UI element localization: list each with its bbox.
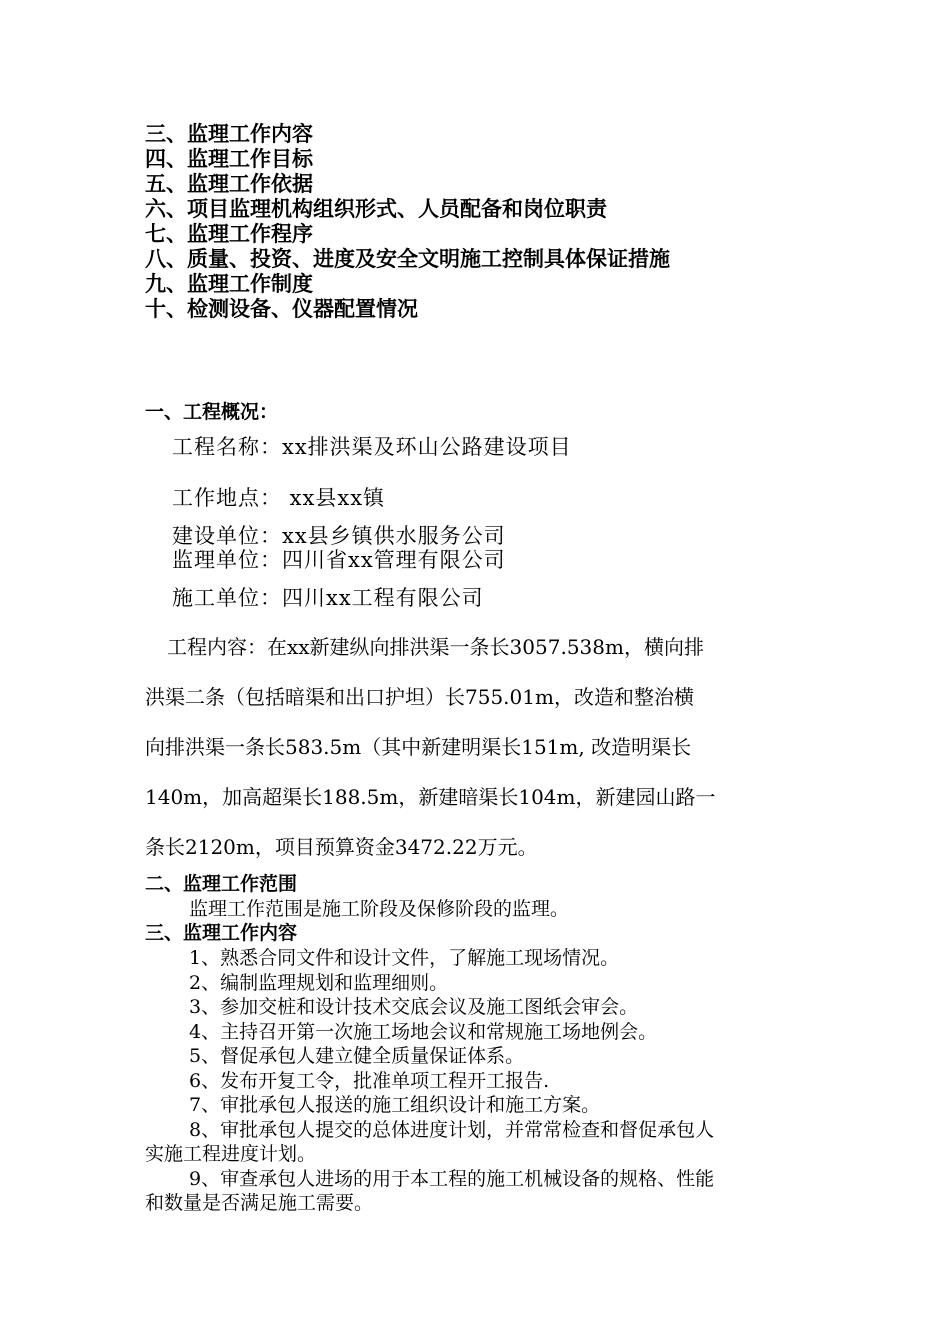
list-item-continuation: 和数量是否满足施工需要。 xyxy=(145,1192,374,1214)
toc-item: 九、监理工作制度 xyxy=(145,272,313,296)
section2-body xyxy=(145,897,810,922)
paragraph-line: 洪渠二条（包括暗渠和出口护坦）长755.01m，改造和整治横 xyxy=(145,685,694,709)
toc-item: 六、项目监理机构组织形式、人员配备和岗位职责 xyxy=(145,197,607,221)
list-item: 5、督促承包人建立健全质量保证体系。 xyxy=(189,1045,525,1067)
list-item: 9、审查承包人进场的用于本工程的施工机械设备的规格、性能 xyxy=(189,1167,715,1190)
list-item: 2、编制监理规划和监理细则。 xyxy=(189,971,449,994)
toc-item: 七、监理工作程序 xyxy=(145,222,313,246)
list-item: 1、熟悉合同文件和设计文件，了解施工现场情况。 xyxy=(189,947,620,969)
list-item: 6、发布开复工令，批准单项工程开工报告. xyxy=(189,1069,550,1092)
scope-text: 监理工作范围是施工阶段及保修阶段的监理。 xyxy=(189,898,570,920)
supervisor-unit: 监理单位：四川省xx管理有限公司 xyxy=(172,548,506,572)
toc-item: 三、监理工作内容 xyxy=(145,122,313,146)
list-item: 4、主持召开第一次施工场地会议和常规施工场地例会。 xyxy=(189,1020,658,1043)
contractor-unit: 施工单位：四川xx工程有限公司 xyxy=(172,586,484,610)
paragraph-line: 工程内容：在xx新建纵向排洪渠一条长3057.538m，横向排 xyxy=(167,635,704,659)
section2-heading: 二、监理工作范围 xyxy=(145,873,298,895)
owner-unit: 建设单位：xx县乡镇供水服务公司 xyxy=(172,524,506,548)
paragraph-line: 140m，加高超渠长188.5m，新建暗渠长104m，新建园山路一 xyxy=(145,785,716,809)
section3-heading: 三、监理工作内容 xyxy=(145,922,298,944)
paragraph-line: 条长2120m，项目预算资金3472.22万元。 xyxy=(145,835,538,859)
toc-item: 十、检测设备、仪器配置情况 xyxy=(145,297,418,321)
section3-list xyxy=(145,946,810,1216)
toc-item: 八、质量、投资、进度及安全文明施工控制具体保证措施 xyxy=(145,247,670,271)
list-item: 8、审批承包人提交的总体进度计划，并常常检查和督促承包人 xyxy=(189,1118,715,1141)
list-item: 7、审批承包人报送的施工组织设计和施工方案。 xyxy=(189,1094,601,1116)
paragraph-line: 向排洪渠一条长583.5m（其中新建明渠长151m, 改造明渠长 xyxy=(145,735,692,759)
toc-item: 五、监理工作依据 xyxy=(145,172,313,196)
work-location: 工作地点： xx县xx镇 xyxy=(172,486,386,510)
list-item-continuation: 实施工程进度计划。 xyxy=(145,1143,317,1165)
toc-item: 四、监理工作目标 xyxy=(145,147,313,171)
project-name: 工程名称：xx排洪渠及环山公路建设项目 xyxy=(172,435,572,459)
project-content-paragraph xyxy=(145,622,805,872)
list-item: 3、参加交桩和设计技术交底会议及施工图纸会审会。 xyxy=(189,996,639,1018)
section1-heading: 一、工程概况： xyxy=(145,401,279,423)
table-of-contents xyxy=(145,122,670,322)
